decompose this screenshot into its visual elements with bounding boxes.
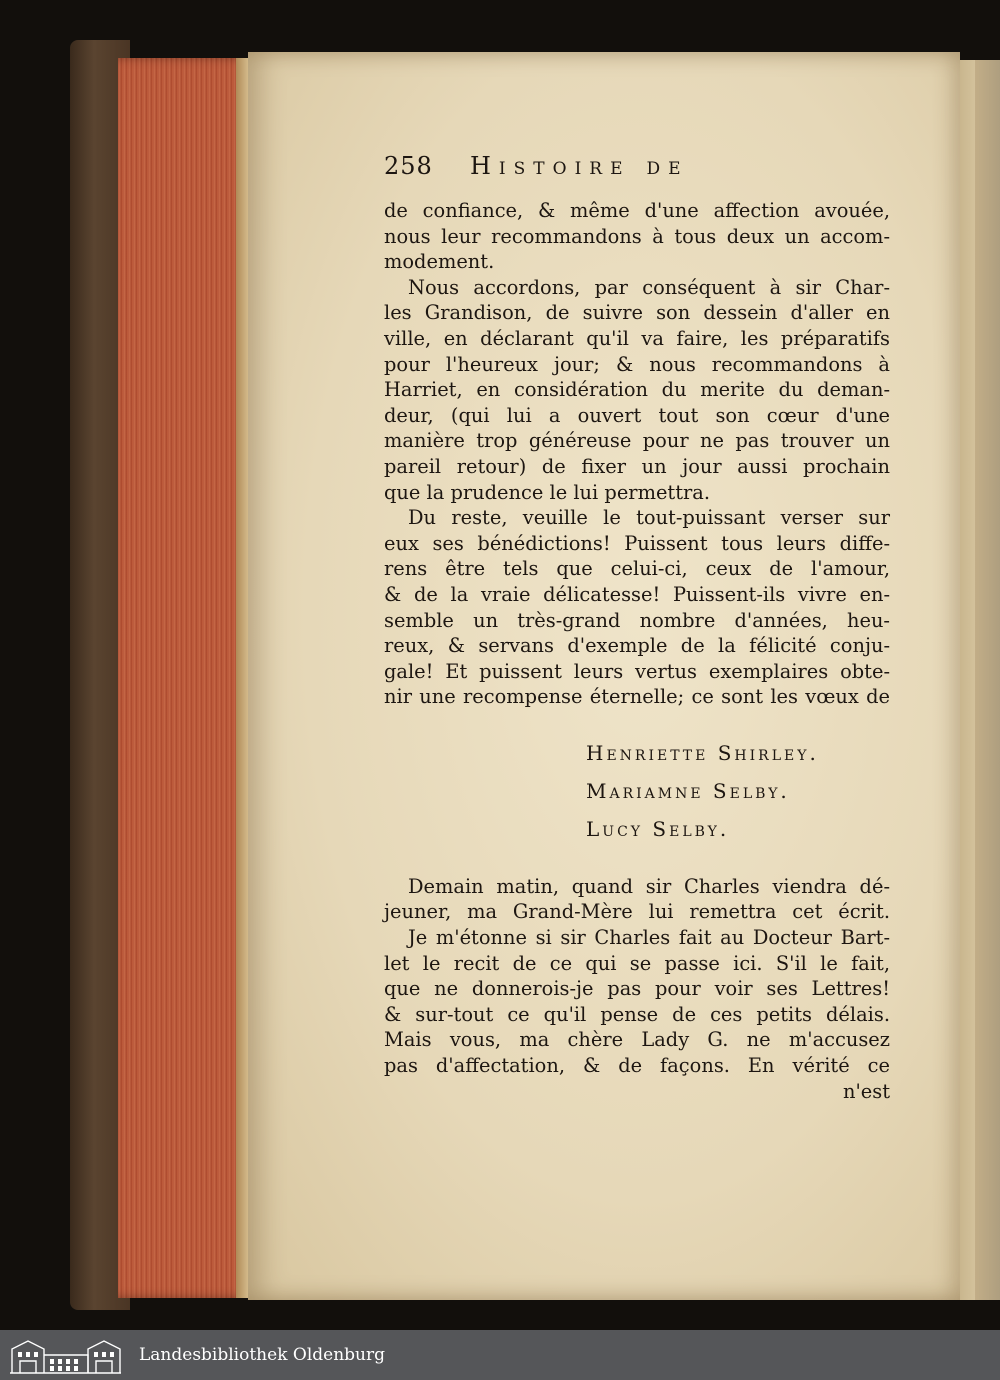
text-line: eux ses bénédictions! Puissent tous leurs diffe-	[384, 531, 890, 555]
text-line: let le recit de ce qui se passe ici. S'il le fait,	[384, 951, 890, 975]
text-line: de confiance, & même d'une affection avouée,	[384, 199, 890, 222]
text-line: Du reste, veuille le tout-puissant verser sur	[408, 506, 890, 530]
signature-line: Lucy Selby.	[586, 816, 730, 841]
text-line: jeuner, ma Grand-Mère lui remettra cet écrit.	[384, 900, 890, 924]
text-line: Demain matin, quand sir Charles viendra dé-	[408, 874, 890, 898]
text-line: reux, & servans d'exemple de la félicité conju-	[384, 634, 890, 658]
page-edges	[118, 58, 250, 1298]
text-line: rens être tels que celui-ci, ceux de l'amour,	[384, 557, 890, 581]
running-title-word: Histoire	[470, 152, 631, 180]
text-line: pareil retour) de fixer un jour aussi prochain	[384, 454, 890, 478]
running-title-word: de	[646, 152, 689, 180]
catchword: n'est	[842, 1079, 890, 1103]
text-line: & sur-tout ce qu'il pense de ces petits délais.	[384, 1002, 890, 1026]
footer-bar	[0, 1330, 1000, 1380]
text-line: modement.	[384, 250, 495, 274]
signature-block	[384, 734, 890, 848]
text-line: Harriet, en considération du merite du deman-	[384, 378, 890, 402]
body-text	[384, 198, 890, 710]
library-building-icon	[8, 1335, 123, 1375]
running-title	[470, 152, 689, 180]
text-line: pour l'heureux jour; & nous recommandons à	[384, 352, 890, 376]
library-name: Landesbibliothek Oldenburg	[139, 1345, 386, 1365]
text-line: Nous accordons, par conséquent à sir Char-	[408, 275, 890, 299]
text-line: que ne donnerois-je pas pour voir ses Lettres!	[384, 977, 890, 1001]
text-line: & de la vraie délicatesse! Puissent-ils vivre en-	[384, 582, 890, 606]
text-line: semble un très-grand nombre d'années, heu-	[384, 608, 890, 632]
running-header	[384, 152, 890, 192]
text-line: gale! Et puissent leurs vertus exemplaires obte-	[384, 659, 890, 683]
text-line: Je m'étonne si sir Charles fait au Docteur Bart-	[408, 926, 890, 950]
text-line: ville, en déclarant qu'il va faire, les préparatifs	[384, 326, 890, 350]
page-content	[384, 152, 890, 1104]
text-line: les Grandison, de suivre son dessein d'aller en	[384, 301, 890, 325]
closing-text	[384, 874, 890, 1104]
text-line: manière trop généreuse pour ne pas trouver un	[384, 429, 890, 453]
signature-line: Mariamne Selby.	[586, 778, 790, 803]
text-line: nir une recompense éternelle; ce sont les vœux de	[384, 685, 890, 709]
text-line: Mais vous, ma chère Lady G. ne m'accusez	[384, 1028, 890, 1052]
page-number: 258	[384, 152, 433, 180]
text-line: pas d'affectation, & de façons. En vérité ce	[384, 1054, 890, 1078]
text-line: nous leur recommandons à tous deux un accom-	[384, 224, 890, 248]
text-line: que la prudence le lui permettra.	[384, 480, 711, 504]
gutter-shadow	[975, 60, 1000, 1300]
signature-line: Henriette Shirley.	[586, 740, 819, 765]
text-line: deur, (qui lui a ouvert tout son cœur d'une	[384, 403, 890, 427]
